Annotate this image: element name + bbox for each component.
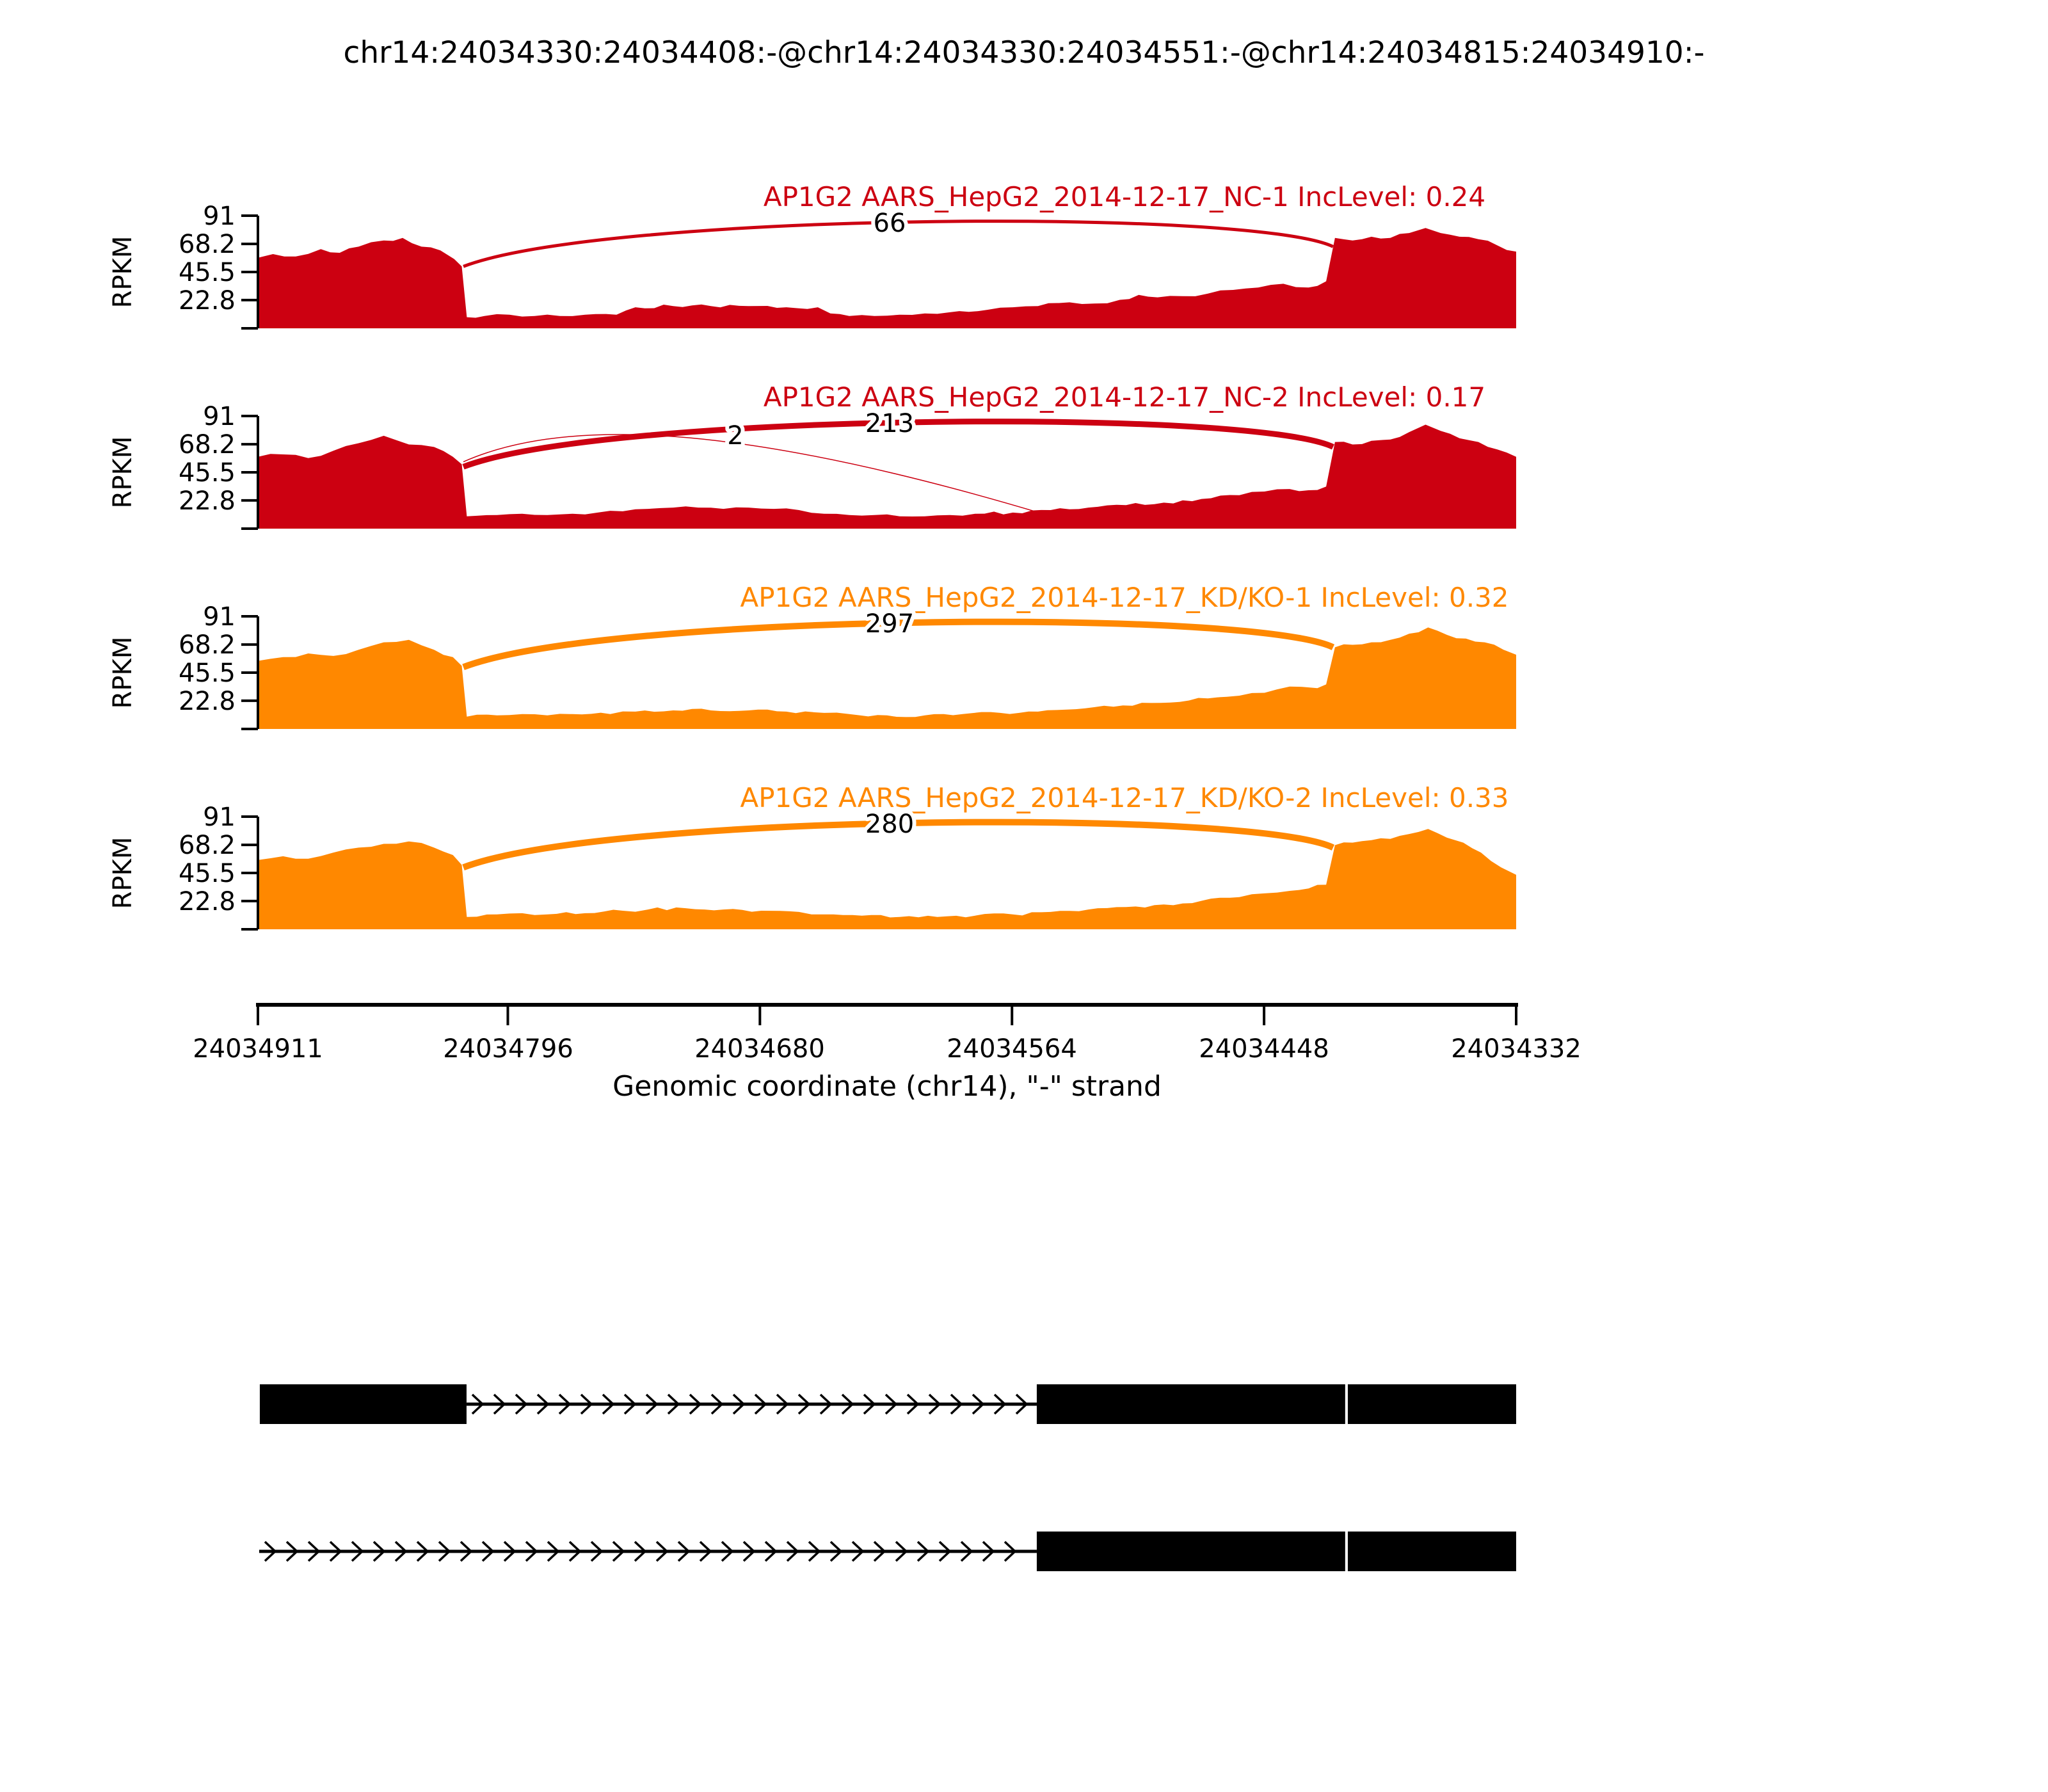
y-tick-label: 91 (203, 202, 236, 231)
track-label-nc-1: AP1G2 AARS_HepG2_2014-12-17_NC-1 IncLevel: 0.24 (763, 181, 1486, 212)
x-tick-label: 24034332 (1451, 1034, 1581, 1064)
y-tick-label: 91 (203, 402, 236, 431)
y-tick-label: 91 (203, 602, 236, 632)
track-3 (108, 602, 1516, 729)
y-tick-label: 68.2 (178, 230, 236, 259)
track-1 (108, 202, 1516, 328)
x-tick-label: 24034796 (443, 1034, 573, 1064)
y-tick-label: 45.5 (178, 659, 236, 688)
x-tick-label: 24034680 (694, 1034, 825, 1064)
y-tick-label: 22.8 (178, 486, 236, 516)
y-tick-label: 22.8 (178, 286, 236, 316)
track-4 (108, 803, 1516, 929)
junction-count-nc-2: 213 (865, 409, 915, 438)
x-axis (256, 1005, 1518, 1025)
x-tick-label: 24034911 (193, 1034, 323, 1064)
exon-box (1037, 1532, 1345, 1571)
junction-count-nc-1: 66 (873, 209, 906, 238)
y-tick-label: 68.2 (178, 630, 236, 660)
track-label-kdko-1: AP1G2 AARS_HepG2_2014-12-17_KD/KO-1 IncLevel: 0.32 (740, 582, 1509, 613)
x-tick-label: 24034448 (1199, 1034, 1329, 1064)
y-tick-label: 45.5 (178, 258, 236, 287)
junction-count-kdko-1: 297 (865, 609, 915, 639)
y-axis-title: RPKM (108, 636, 138, 709)
y-tick-label: 22.8 (178, 687, 236, 716)
y-axis-title: RPKM (108, 836, 138, 909)
gene-model-row-2 (259, 1532, 1516, 1571)
y-axis-title: RPKM (108, 236, 138, 308)
x-tick-label: 24034564 (947, 1034, 1077, 1064)
track-label-nc-2: AP1G2 AARS_HepG2_2014-12-17_NC-2 IncLevel: 0.17 (763, 381, 1486, 413)
x-axis-title: Genomic coordinate (chr14), "-" strand (612, 1070, 1162, 1103)
gene-model-row-1 (260, 1384, 1516, 1424)
y-tick-label: 68.2 (178, 831, 236, 860)
track-2 (108, 402, 1516, 529)
figure-title: chr14:24034330:24034408:-@chr14:24034330:24034551:-@chr14:24034815:24034910:- (343, 35, 1705, 70)
y-tick-label: 68.2 (178, 430, 236, 460)
exon-box (1348, 1532, 1516, 1571)
coverage-area (258, 425, 1516, 529)
track-label-kdko-2: AP1G2 AARS_HepG2_2014-12-17_KD/KO-2 IncLevel: 0.33 (740, 782, 1509, 813)
exon-box (1037, 1384, 1345, 1424)
y-tick-label: 45.5 (178, 458, 236, 488)
plot-labels (193, 35, 1704, 1103)
y-axis-title: RPKM (108, 436, 138, 509)
y-tick-label: 22.8 (178, 887, 236, 916)
y-tick-label: 45.5 (178, 859, 236, 888)
exon-box (1348, 1384, 1516, 1424)
y-tick-label: 91 (203, 803, 236, 832)
junction-count-nc-2-minor: 2 (727, 421, 744, 451)
junction-count-kdko-2: 280 (865, 810, 915, 839)
exon-box (260, 1384, 467, 1424)
